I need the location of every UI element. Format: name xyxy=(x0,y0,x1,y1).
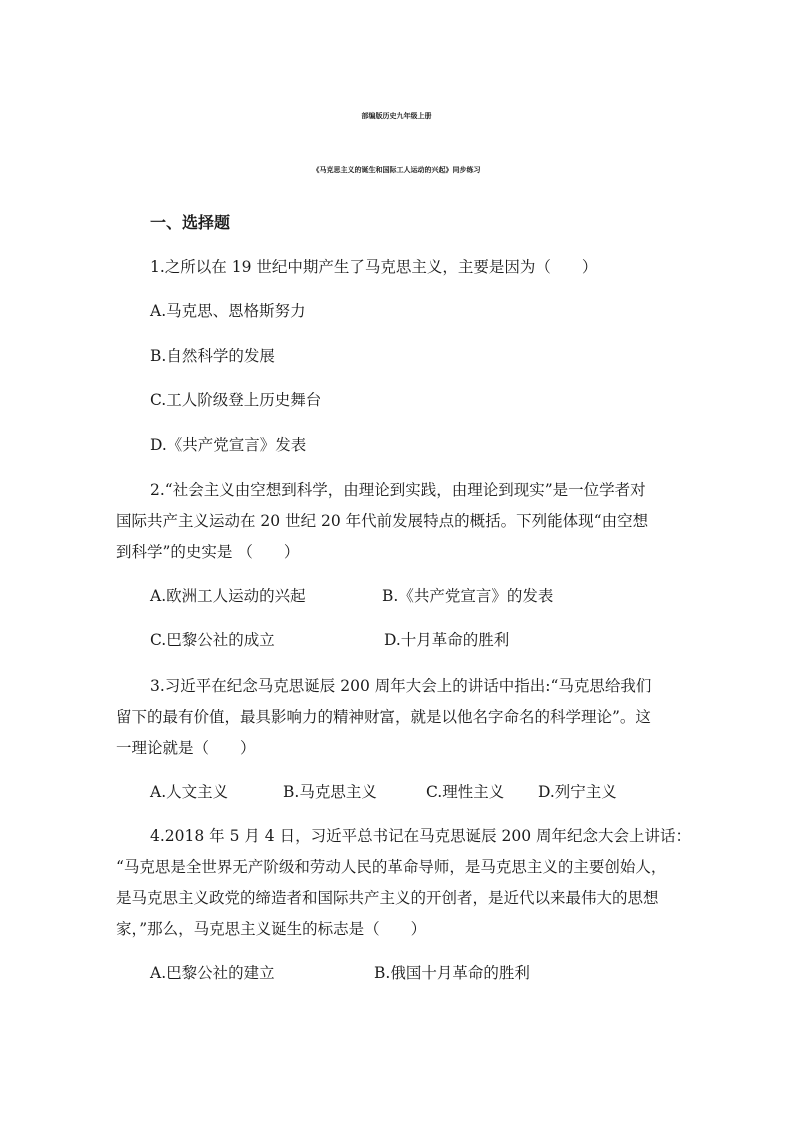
question-4-option-b: B.俄国十月革命的胜利 xyxy=(374,964,530,982)
question-4-text-line-2: “马克思是全世界无产阶级和劳动人民的革命导师，是马克思主义的主要创始人， xyxy=(116,858,667,876)
question-1-option-d: D.《共产党宣言》发表 xyxy=(150,436,307,454)
question-4-text-line-4: 家，”那么，马克思主义诞生的标志是（ ） xyxy=(116,920,427,938)
question-4-text-line-1: 4.2018 年 5 月 4 日，习近平总书记在马克思诞辰 200 周年纪念大会上讲话： xyxy=(150,827,692,845)
document-title: 部编版历史九年级上册 xyxy=(361,111,432,120)
question-3-text-line-3: 一理论就是（ ） xyxy=(116,739,256,757)
question-2-option-b: B.《共产党宣言》的发表 xyxy=(382,587,554,605)
question-3-text-line-2: 留下的最有价值，最具影响力的精神财富，就是以他名字命名的科学理论”。这 xyxy=(116,708,651,726)
question-2-option-d: D.十月革命的胜利 xyxy=(384,631,510,649)
question-1-option-c: C.工人阶级登上历史舞台 xyxy=(150,391,322,409)
document-subtitle: 《马克思主义的诞生和国际工人运动的兴起》同步练习 xyxy=(312,165,481,174)
question-1-option-b: B.自然科学的发展 xyxy=(150,347,275,365)
question-3-option-c: C.理性主义 xyxy=(426,783,505,801)
question-3-text-line-1: 3.习近平在纪念马克思诞辰 200 周年大会上的讲话中指出:“马克思给我们 xyxy=(150,677,652,695)
question-2-option-c: C.巴黎公社的成立 xyxy=(150,631,275,649)
question-2-option-a: A.欧洲工人运动的兴起 xyxy=(150,587,306,605)
section-heading: 一、选择题 xyxy=(150,213,231,232)
question-1-option-a: A.马克思、恩格斯努力 xyxy=(150,302,306,320)
question-1-text: 1.之所以在 19 世纪中期产生了马克思主义，主要是因为（ ） xyxy=(150,258,598,276)
question-2-text-line-2: 国际共产主义运动在 20 世纪 20 年代前发展特点的概括。下列能体现“由空想 xyxy=(116,512,649,530)
question-2-text-line-3: 到科学”的史实是 （ ） xyxy=(116,543,300,561)
question-4-option-a: A.巴黎公社的建立 xyxy=(150,964,275,982)
question-3-option-a: A.人文主义 xyxy=(150,783,229,801)
question-4-text-line-3: 是马克思主义政党的缔造者和国际共产主义的开创者，是近代以来最伟大的思想 xyxy=(116,889,659,907)
question-3-option-b: B.马克思主义 xyxy=(283,783,377,801)
question-3-option-d: D.列宁主义 xyxy=(538,783,617,801)
question-2-text-line-1: 2.“社会主义由空想到科学，由理论到实践，由理论到现实”是一位学者对 xyxy=(150,481,646,499)
